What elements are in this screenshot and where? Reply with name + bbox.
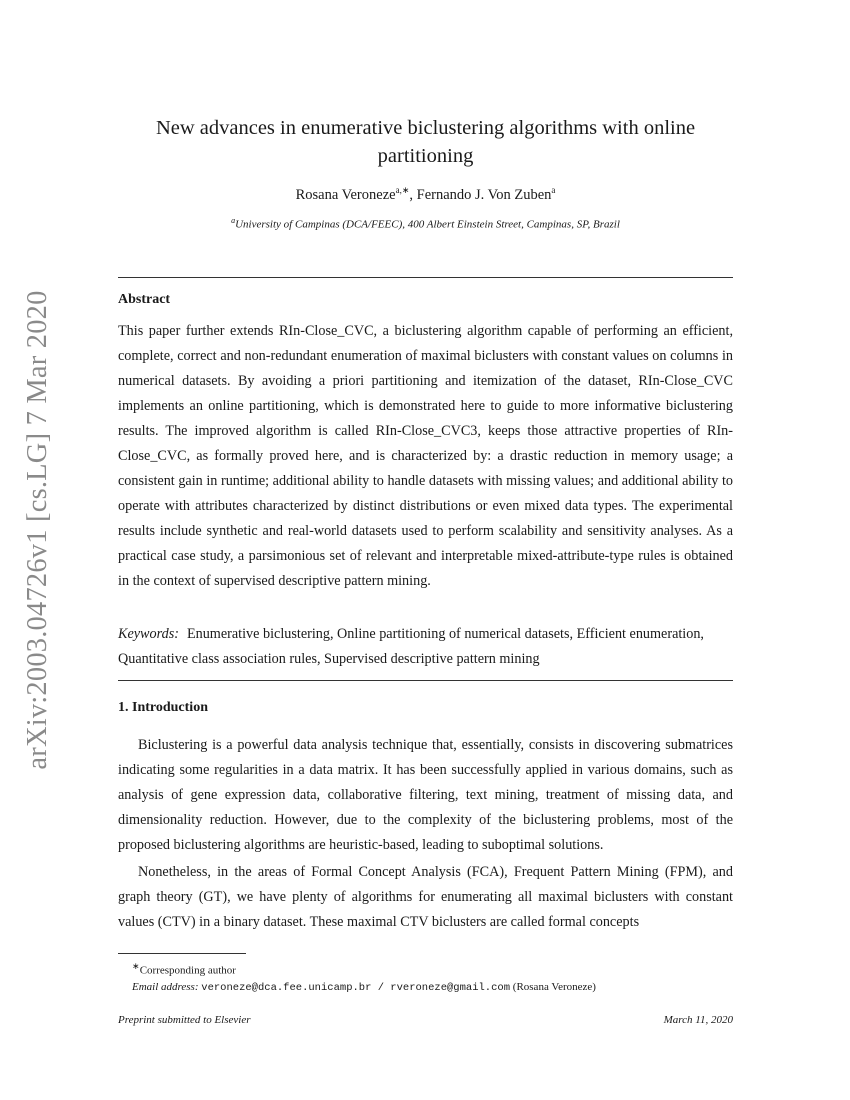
author-veroneze-marks: a,∗ [395, 185, 410, 195]
footnote-corresponding-text: Corresponding author [139, 964, 236, 977]
affiliation-mark: a [231, 216, 236, 225]
footer-date: March 11, 2020 [663, 1014, 733, 1026]
keywords-label: Keywords: [118, 626, 179, 642]
author-von-zuben: Fernando J. Von Zuben [416, 186, 552, 203]
author-separator: , [409, 186, 417, 203]
author-veroneze: Rosana Veroneze [295, 186, 396, 203]
footnote-mark: ∗ [132, 961, 140, 971]
abstract-top-rule [118, 277, 733, 278]
introduction-paragraph-1: Biclustering is a powerful data analysis technique that, essentially, consists in discovering submatrices indicating some regularities in a data matrix. It has been successfully applied in various domains, such as analysis of gene expression data, collaborative filtering, text mining, treatment of missing data, and dimensionality reduction. However, due to the complexity of the biclustering problems, most of the proposed biclustering algorithms are heuristic-based, leading to suboptimal solutions. [118, 737, 733, 853]
keywords-text: Enumerative biclustering, Online partitioning of numerical datasets, Efficient enumeration, Quantitative class association rules, Supervised descriptive pattern mining [118, 626, 704, 667]
author-von-zuben-marks: a [551, 185, 556, 195]
arxiv-identifier-stamp: arXiv:2003.04726v1 [cs.LG] 7 Mar 2020 [22, 290, 53, 770]
email-addresses[interactable]: veroneze@dca.fee.unicamp.br / rveroneze@gmail.com [201, 981, 511, 994]
page-footer [118, 1014, 733, 1026]
introduction-heading: 1. Introduction [118, 700, 208, 715]
footer-preprint-note: Preprint submitted to Elsevier [118, 1014, 251, 1026]
author-line [118, 185, 733, 204]
abstract-text: This paper further extends RIn-Close_CVC, a biclustering algorithm capable of performing an efficient, complete, correct and non-redundant enumeration of maximal biclusters with constant values on columns in numerical datasets. By avoiding a priori partitioning and itemization of the dataset, RIn-Close_CVC implements an online partitioning, which is demonstrated here to guide to more informative biclustering results. The improved algorithm is called RIn-Close_CVC3, keeps those attractive properties of RIn-Close_CVC, as formally proved here, and is characterized by: a drastic reduction in memory usage; a consistent gain in runtime; additional ability to handle datasets with missing values; and additional ability to operate with attributes characterized by distinct distributions or even mixed data types. The experimental results include synthetic and real-world datasets used to perform scalability and sensitivity analyses. As a practical case study, a parsimonious set of relevant and interpretable mixed-attribute-type rules is obtained in the context of supervised descriptive pattern mining. [118, 323, 733, 589]
abstract-heading: Abstract [118, 292, 171, 307]
footnote [118, 958, 747, 996]
introduction-body [118, 733, 733, 935]
introduction-paragraph-2: Nonetheless, in the areas of Formal Concept Analysis (FCA), Frequent Pattern Mining (FPM), and graph theory (GT), we have plenty of algorithms for enumerating all maximal biclusters with constant values (CTV) in a binary dataset. These maximal CTV biclusters are called formal concepts [118, 864, 733, 930]
email-owner: (Rosana Veroneze) [512, 980, 596, 993]
email-label: Email address: [132, 980, 199, 993]
affiliation [118, 216, 733, 231]
affiliation-text: University of Campinas (DCA/FEEC), 400 Albert Einstein Street, Campinas, SP, Brazil [235, 218, 620, 231]
keywords-block [118, 622, 733, 672]
footnote-email-line [132, 979, 747, 996]
paper-title: New advances in enumerative biclustering algorithms with online partitioning [155, 117, 696, 167]
footnote-rule [118, 953, 246, 954]
abstract-bottom-rule [118, 680, 733, 681]
footnote-corresponding [132, 958, 747, 979]
